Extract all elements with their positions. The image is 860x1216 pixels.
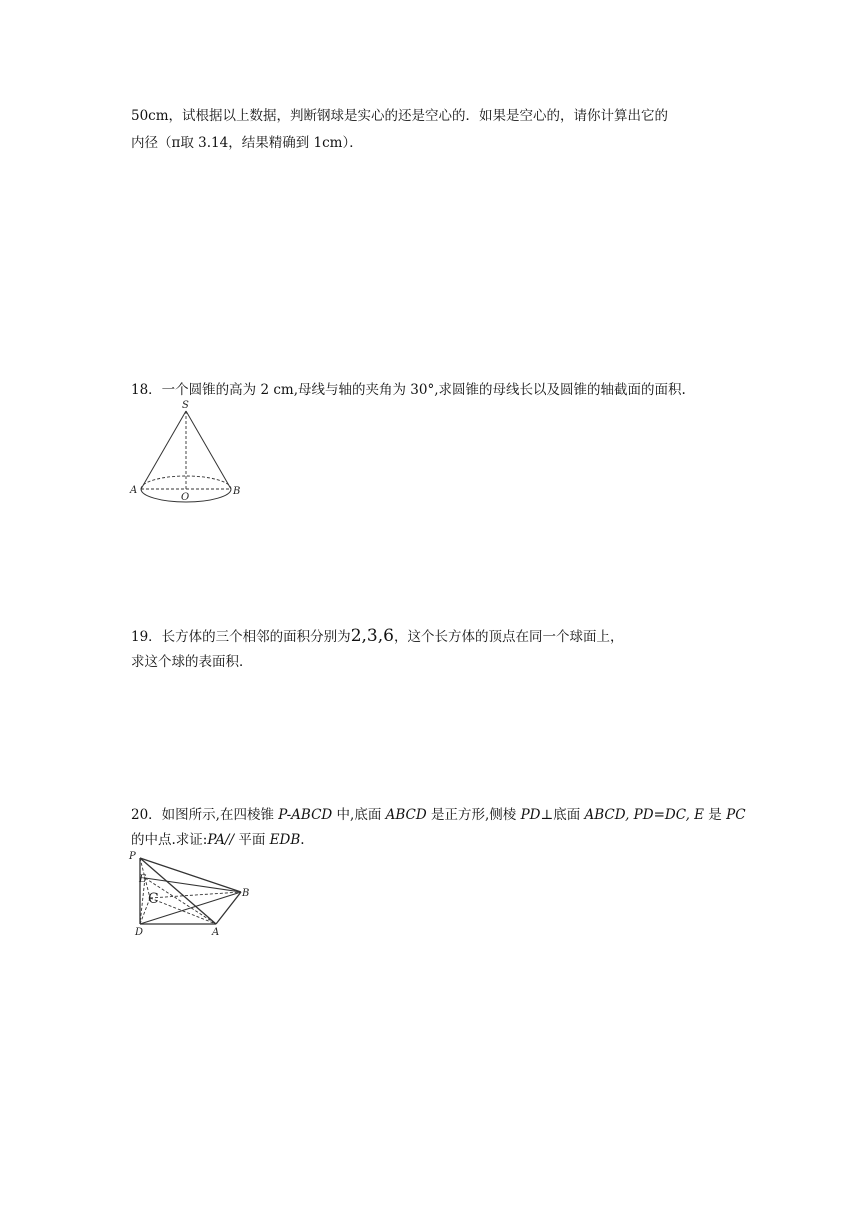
pyramid-label-a: A	[212, 927, 220, 938]
q19-line-2: 求这个球的表面积．	[131, 654, 253, 670]
q20-text-pc: PC	[726, 807, 746, 823]
q19-numbers: 2,3,6	[350, 626, 394, 646]
pyramid-label-b: B	[242, 888, 250, 899]
q20-text-e: 是正方形,侧棱	[426, 807, 521, 823]
q20-text-conditions: ABCD, PD=DC, E	[584, 807, 705, 823]
q20-text-line2-a: 的中点.求证:	[131, 832, 208, 848]
q20-text-a: 20．如图所示,在四棱锥	[131, 807, 279, 823]
q20-text-pd: PD	[520, 807, 541, 823]
q20-text-i: 是	[704, 807, 727, 823]
q20-text-pa: PA//	[207, 832, 235, 848]
q20-text-period: .	[300, 832, 305, 848]
q19-text-after: ，这个长方体的顶点在同一个球面上，	[393, 629, 624, 645]
cone-label-b: B	[233, 486, 241, 497]
cone-label-a: A	[130, 485, 138, 496]
q20-line-2	[131, 830, 305, 850]
q20-line-1	[131, 805, 746, 825]
q20-text-line2-c: 平面	[234, 832, 270, 848]
q20-text-c: 中,底面	[332, 807, 386, 823]
q17-line-1: 50cm，试根据以上数据，判断钢球是实心的还是空心的．如果是空心的，请你计算出它的	[131, 108, 669, 124]
cone-label-s: S	[182, 400, 189, 411]
pyramid-label-d: D	[135, 927, 144, 938]
q19-line-1	[131, 626, 623, 647]
q18-text: 18．一个圆锥的高为 2 cm,母线与轴的夹角为 30°,求圆锥的母线长以及圆锥的轴截面的面积.	[131, 382, 686, 398]
q20-text-pabcd: P-ABCD	[278, 807, 333, 823]
pyramid-figure	[128, 848, 252, 938]
cone-figure	[125, 398, 255, 510]
q17-line-2: 内径（π取 3.14，结果精确到 1cm）．	[131, 135, 363, 151]
q20-text-g: ⊥底面	[540, 807, 585, 823]
q19-text-before: 19．长方体的三个相邻的面积分别为	[131, 629, 351, 645]
q20-text-edb: EDB	[269, 832, 301, 848]
pyramid-label-c: C	[148, 891, 159, 907]
pyramid-label-p: P	[129, 851, 136, 862]
q20-text-abcd: ABCD	[385, 807, 427, 823]
cone-label-o: O	[181, 492, 190, 503]
pyramid-label-e: E	[139, 874, 147, 885]
